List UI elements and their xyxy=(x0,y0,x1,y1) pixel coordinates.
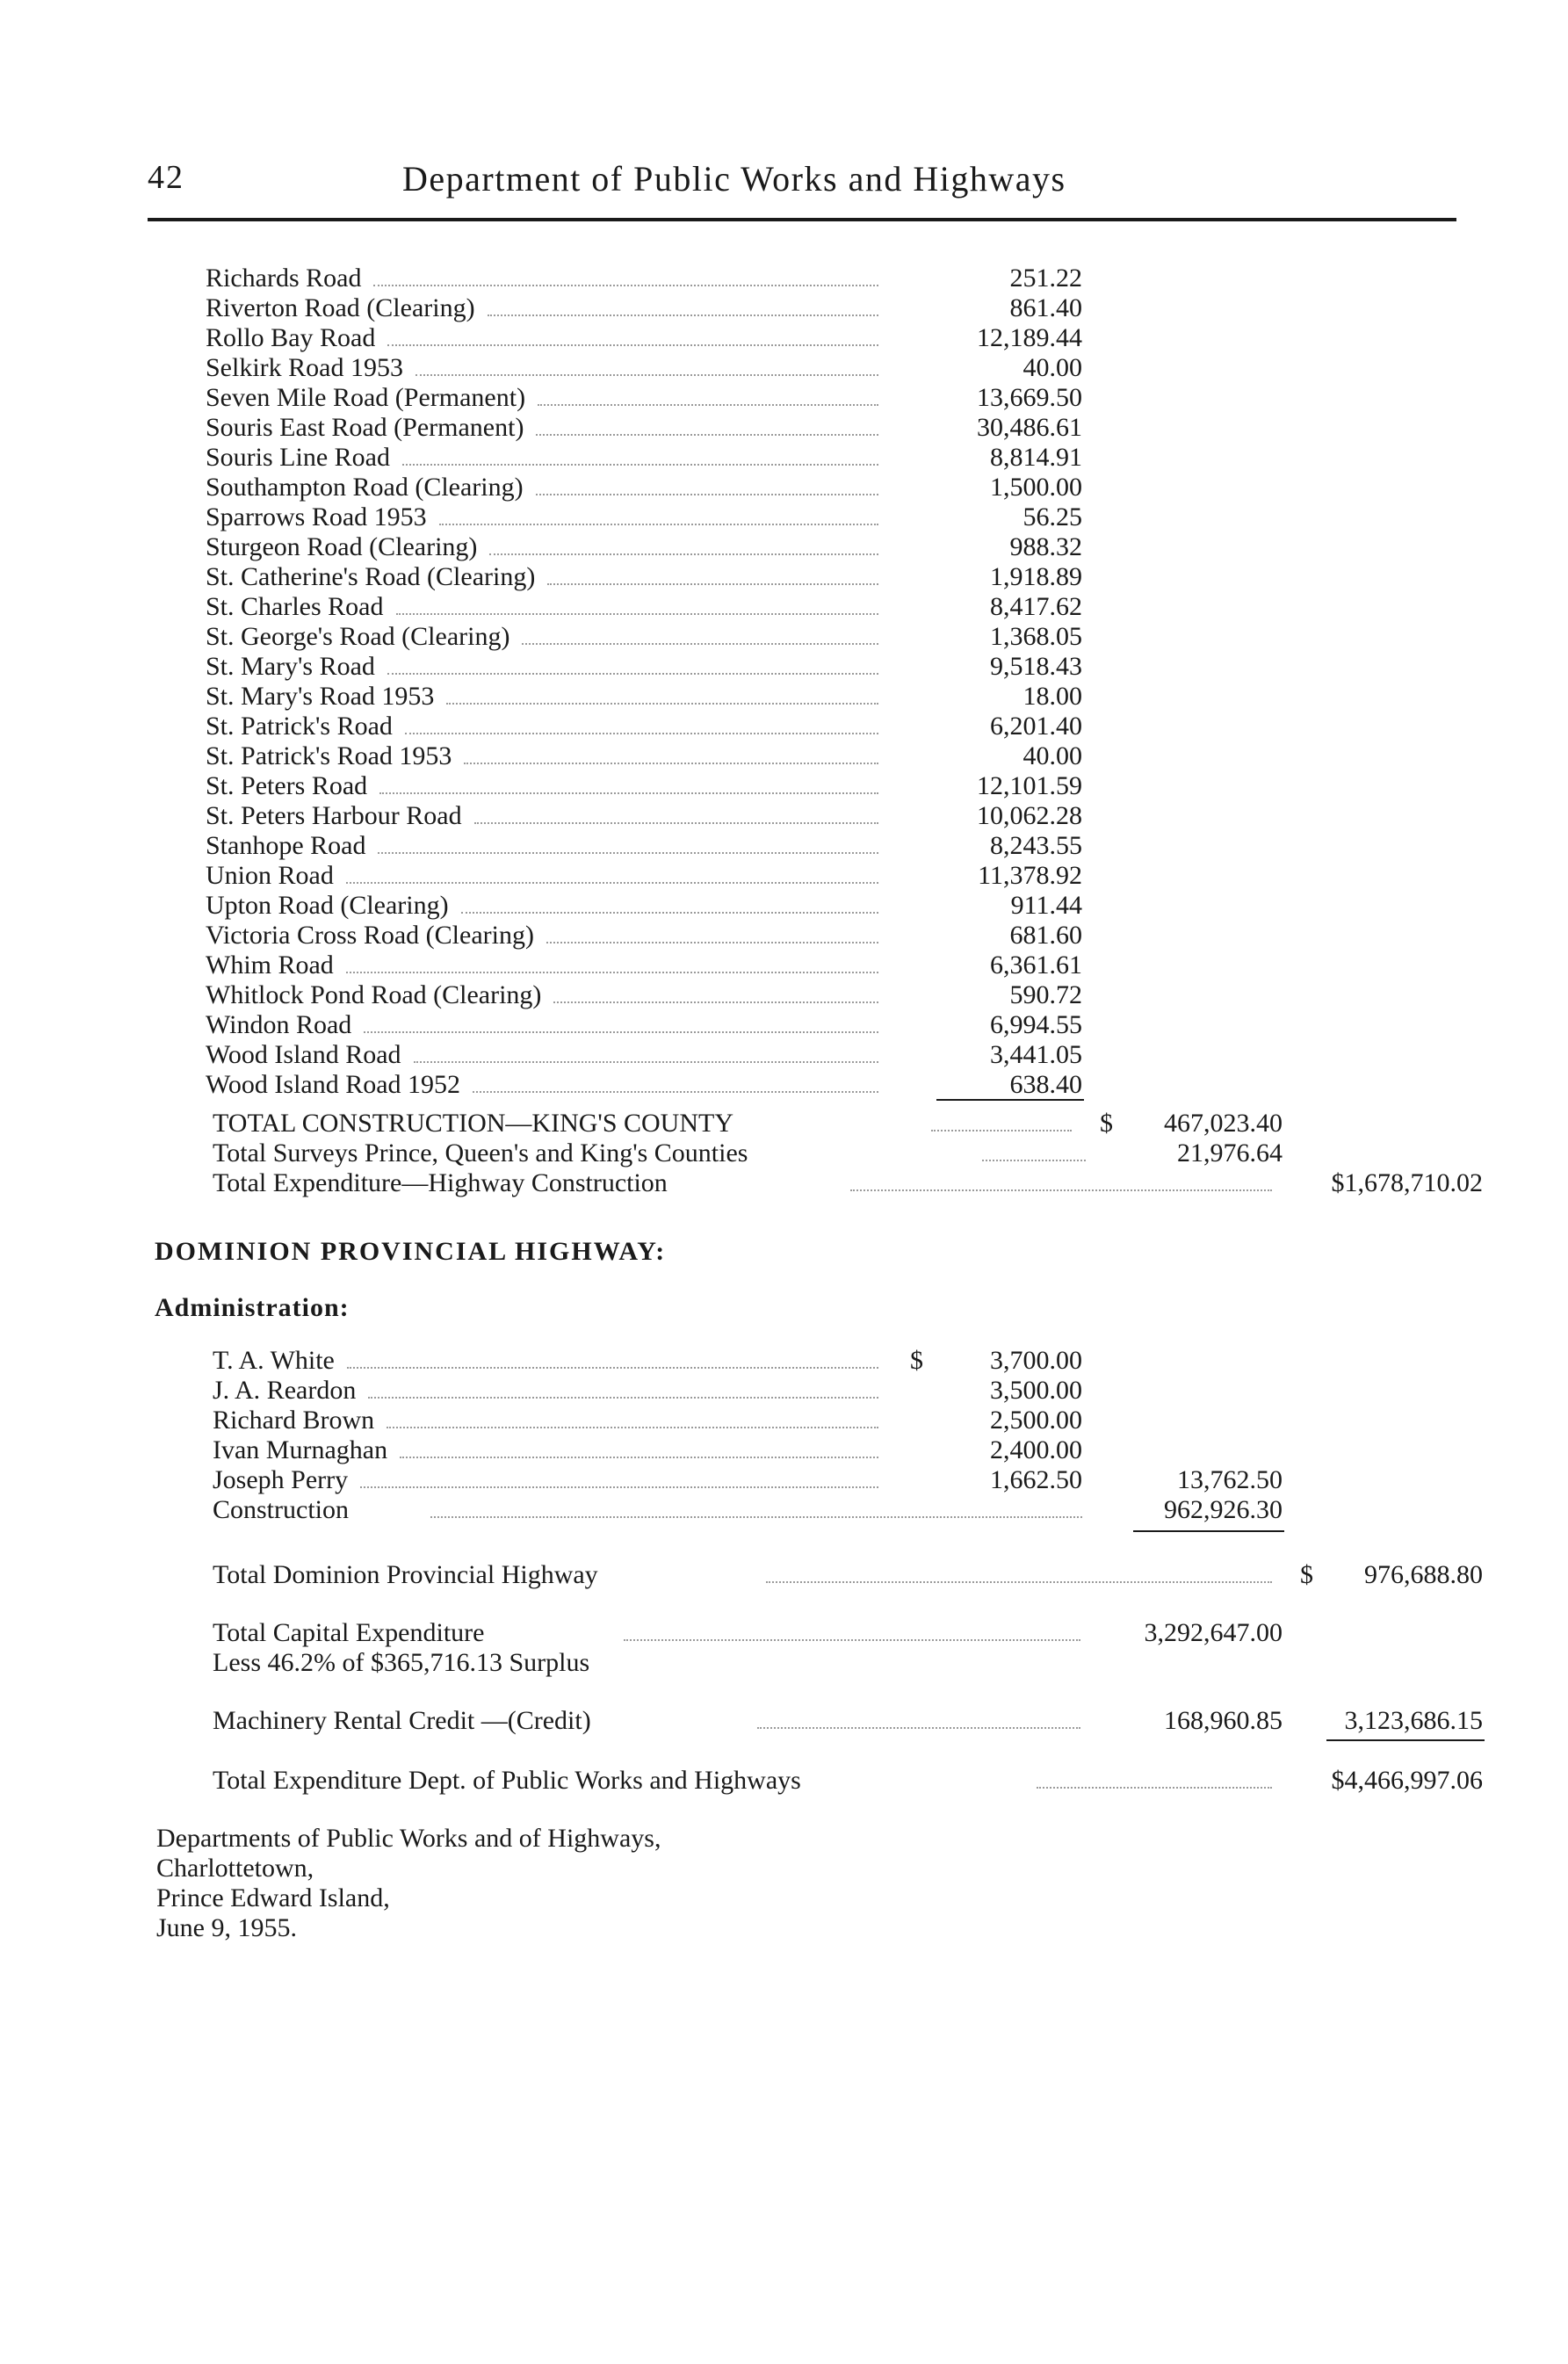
page-title: Department of Public Works and Highways xyxy=(402,159,1066,199)
construction-label: Construction xyxy=(213,1495,349,1524)
staff-row-amount: 3,700.00 xyxy=(990,1346,1082,1375)
machinery-credit-amount: 168,960.85 xyxy=(1164,1706,1283,1735)
road-row xyxy=(0,771,1568,801)
road-row-amount: 861.40 xyxy=(1009,293,1082,322)
road-row xyxy=(0,413,1568,443)
capital-expenditure-label: Total Capital Expenditure xyxy=(213,1618,485,1647)
road-row xyxy=(0,652,1568,682)
road-row-amount: 40.00 xyxy=(1022,741,1082,770)
road-row xyxy=(0,861,1568,891)
machinery-credit-row xyxy=(0,1706,1568,1736)
road-row-label: St. Charles Road xyxy=(206,592,384,621)
road-row-amount: 12,101.59 xyxy=(977,771,1082,800)
road-row-label: Windon Road xyxy=(206,1010,352,1039)
road-row-label: Union Road xyxy=(206,861,334,890)
road-row-label: Sparrows Road 1953 xyxy=(206,502,427,531)
road-row xyxy=(0,383,1568,413)
road-row xyxy=(0,1010,1568,1040)
road-row xyxy=(0,1070,1568,1100)
road-row-amount: 3,441.05 xyxy=(990,1040,1082,1069)
expenditure-total-amount: $1,678,710.02 xyxy=(1331,1168,1483,1197)
road-row-amount: 1,368.05 xyxy=(990,622,1082,651)
road-row-amount: 6,361.61 xyxy=(990,951,1082,980)
machinery-net-amount: 3,123,686.15 xyxy=(1344,1706,1483,1735)
road-row-label: Rollo Bay Road xyxy=(206,323,376,352)
road-row xyxy=(0,592,1568,622)
road-row xyxy=(0,951,1568,980)
road-row-amount: 13,669.50 xyxy=(977,383,1082,412)
road-row xyxy=(0,532,1568,562)
grand-total-label: Total Expenditure Dept. of Public Works and Highways xyxy=(213,1766,801,1795)
road-row-label: Stanhope Road xyxy=(206,831,366,860)
staff-row-label: T. A. White xyxy=(213,1346,335,1375)
staff-row-label: Ivan Murnaghan xyxy=(213,1435,388,1464)
road-row-amount: 911.44 xyxy=(1010,891,1082,920)
staff-row-label: J. A. Reardon xyxy=(213,1376,357,1405)
signature-line: Prince Edward Island, xyxy=(156,1883,390,1912)
road-row-amount: 251.22 xyxy=(1009,264,1082,293)
road-row-label: St. Catherine's Road (Clearing) xyxy=(206,562,536,591)
road-row xyxy=(0,473,1568,502)
road-row-label: Souris East Road (Permanent) xyxy=(206,413,524,442)
road-row-label: St. Mary's Road 1953 xyxy=(206,682,435,711)
road-row-amount: 30,486.61 xyxy=(977,413,1082,442)
road-row-label: St. Mary's Road xyxy=(206,652,375,681)
road-row-label: St. Patrick's Road xyxy=(206,712,393,741)
capital-expenditure-row xyxy=(0,1618,1568,1648)
grand-total-row xyxy=(0,1766,1568,1796)
kings-total-label: TOTAL CONSTRUCTION—KING'S COUNTY xyxy=(213,1109,733,1138)
road-row xyxy=(0,622,1568,652)
currency-symbol: $ xyxy=(1300,1560,1313,1589)
road-row-amount: 8,243.55 xyxy=(990,831,1082,860)
column-sum-rule xyxy=(936,1099,1084,1101)
dominion-total-label: Total Dominion Provincial Highway xyxy=(213,1560,598,1589)
road-row-label: Selkirk Road 1953 xyxy=(206,353,403,382)
road-row-amount: 9,518.43 xyxy=(990,652,1082,681)
road-row-label: Victoria Cross Road (Clearing) xyxy=(206,921,534,950)
staff-row-amount: 2,400.00 xyxy=(990,1435,1082,1464)
header-rule xyxy=(148,218,1456,221)
road-row-label: Richards Road xyxy=(206,264,362,293)
surplus-deduction-label: Less 46.2% of $365,716.13 Surplus xyxy=(213,1648,590,1677)
road-row-amount: 1,918.89 xyxy=(990,562,1082,591)
admin-subtotal-amount: 13,762.50 xyxy=(1177,1465,1283,1494)
road-row-label: Souris Line Road xyxy=(206,443,390,472)
subsection-heading: Administration: xyxy=(155,1293,350,1322)
road-row xyxy=(0,353,1568,383)
signature-line: June 9, 1955. xyxy=(156,1913,297,1942)
construction-amount: 962,926.30 xyxy=(1164,1495,1283,1524)
column-sum-rule xyxy=(1326,1739,1485,1741)
staff-currency-row xyxy=(0,1346,1568,1376)
kings-total-row xyxy=(0,1109,1568,1139)
surveys-total-amount: 21,976.64 xyxy=(1177,1139,1283,1168)
road-row-amount: 8,814.91 xyxy=(990,443,1082,472)
surveys-total-label: Total Surveys Prince, Queen's and King's Counties xyxy=(213,1139,748,1168)
staff-row-amount: 2,500.00 xyxy=(990,1406,1082,1435)
road-row xyxy=(0,443,1568,473)
column-sum-rule xyxy=(1133,1530,1284,1532)
staff-row-amount: 3,500.00 xyxy=(990,1376,1082,1405)
surplus-deduction-row xyxy=(0,1648,1568,1678)
grand-total-amount: $4,466,997.06 xyxy=(1331,1766,1483,1795)
surveys-total-row xyxy=(0,1139,1568,1168)
road-row-label: Southampton Road (Clearing) xyxy=(206,473,524,502)
road-row-label: St. Patrick's Road 1953 xyxy=(206,741,452,770)
page-number: 42 xyxy=(148,159,184,196)
currency-symbol: $ xyxy=(910,1346,923,1375)
road-row-label: Wood Island Road xyxy=(206,1040,401,1069)
road-row-amount: 8,417.62 xyxy=(990,592,1082,621)
road-row-amount: 18.00 xyxy=(1022,682,1082,711)
road-row-amount: 10,062.28 xyxy=(977,801,1082,830)
road-row xyxy=(0,682,1568,712)
road-row-label: St. Peters Road xyxy=(206,771,368,800)
road-row-amount: 681.60 xyxy=(1009,921,1082,950)
dominion-total-row xyxy=(0,1560,1568,1590)
signature-line: Departments of Public Works and of Highways, xyxy=(156,1824,661,1853)
capital-expenditure-amount: 3,292,647.00 xyxy=(1144,1618,1283,1647)
road-row xyxy=(0,980,1568,1010)
road-row-amount: 12,189.44 xyxy=(977,323,1082,352)
staff-row-label: Joseph Perry xyxy=(213,1465,349,1494)
road-row xyxy=(0,293,1568,323)
road-row xyxy=(0,891,1568,921)
road-row-amount: 11,378.92 xyxy=(978,861,1082,890)
construction-row xyxy=(0,1495,1568,1525)
road-row xyxy=(0,801,1568,831)
staff-row-amount: 1,662.50 xyxy=(990,1465,1082,1494)
road-row-label: Riverton Road (Clearing) xyxy=(206,293,475,322)
road-row-label: St. George's Road (Clearing) xyxy=(206,622,510,651)
road-row xyxy=(0,502,1568,532)
road-row-label: Sturgeon Road (Clearing) xyxy=(206,532,478,561)
road-row xyxy=(0,921,1568,951)
expenditure-total-label: Total Expenditure—Highway Construction xyxy=(213,1168,668,1197)
road-row xyxy=(0,831,1568,861)
road-row-amount: 638.40 xyxy=(1009,1070,1082,1099)
road-row-label: Upton Road (Clearing) xyxy=(206,891,449,920)
road-row-label: Wood Island Road 1952 xyxy=(206,1070,461,1099)
currency-symbol: $ xyxy=(1100,1109,1113,1138)
staff-row xyxy=(0,1435,1568,1465)
road-row-amount: 988.32 xyxy=(1009,532,1082,561)
road-row xyxy=(0,264,1568,293)
kings-total-amount: 467,023.40 xyxy=(1164,1109,1283,1138)
road-row xyxy=(0,323,1568,353)
road-row-amount: 40.00 xyxy=(1022,353,1082,382)
machinery-credit-label: Machinery Rental Credit —(Credit) xyxy=(213,1706,591,1735)
staff-row-label: Richard Brown xyxy=(213,1406,375,1435)
section-heading: DOMINION PROVINCIAL HIGHWAY: xyxy=(155,1237,667,1266)
road-row-amount: 590.72 xyxy=(1009,980,1082,1009)
road-row-label: Whitlock Pond Road (Clearing) xyxy=(206,980,542,1009)
road-row-amount: 1,500.00 xyxy=(990,473,1082,502)
expenditure-total-row xyxy=(0,1168,1568,1198)
road-row-amount: 6,201.40 xyxy=(990,712,1082,741)
road-row xyxy=(0,562,1568,592)
admin-subtotal-row xyxy=(0,1465,1568,1495)
staff-row xyxy=(0,1406,1568,1435)
dominion-total-amount: 976,688.80 xyxy=(1364,1560,1483,1589)
staff-row xyxy=(0,1376,1568,1406)
road-row-label: Whim Road xyxy=(206,951,334,980)
signature-line: Charlottetown, xyxy=(156,1854,314,1883)
road-row-label: Seven Mile Road (Permanent) xyxy=(206,383,526,412)
road-row xyxy=(0,1040,1568,1070)
page-header xyxy=(148,158,1456,211)
road-row-label: St. Peters Harbour Road xyxy=(206,801,462,830)
road-row xyxy=(0,741,1568,771)
road-row xyxy=(0,712,1568,741)
road-row-amount: 56.25 xyxy=(1022,502,1082,531)
road-row-amount: 6,994.55 xyxy=(990,1010,1082,1039)
